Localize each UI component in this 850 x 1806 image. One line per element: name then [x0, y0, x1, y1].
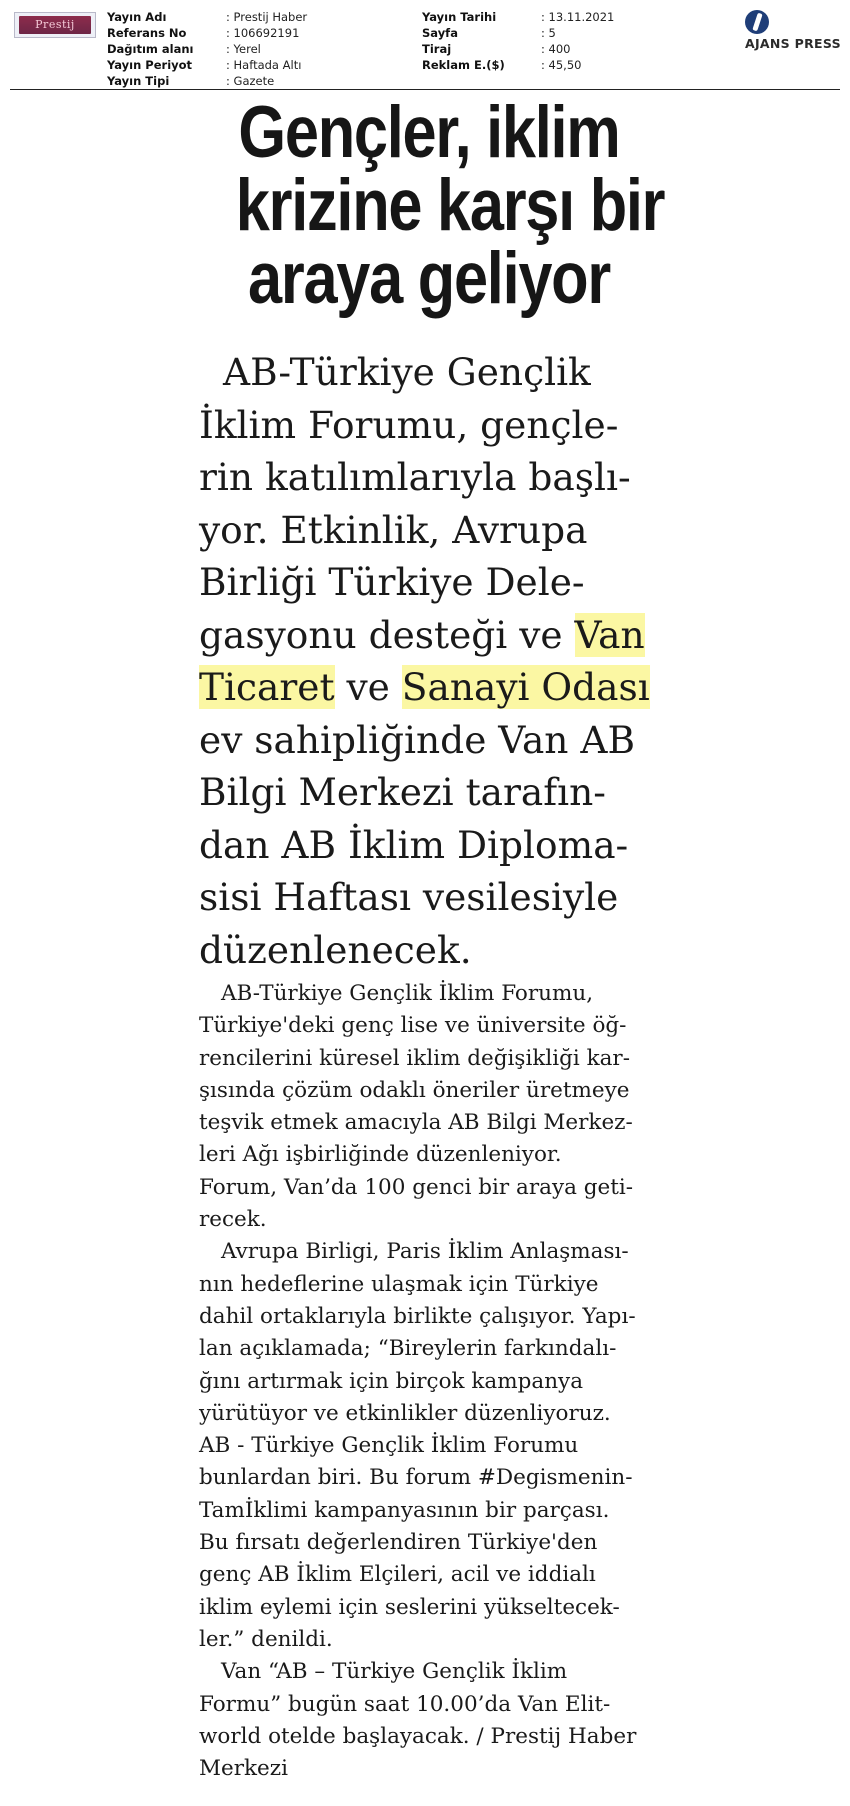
body-line: world otelde başlayacak. / Prestij Haber — [199, 1723, 637, 1749]
lead-line: Birliği Türkiye Dele- — [199, 560, 585, 604]
meta-label: Reklam E.($) — [422, 58, 505, 72]
body-line: lan açıklamada; “Bireylerin farkındalı- — [199, 1336, 617, 1362]
meta-label: Yayın Tipi — [107, 74, 170, 88]
lead-line: İklim Forumu, gençle- — [199, 402, 619, 447]
lead-line: rin katılımlarıyla başlı- — [199, 455, 631, 499]
lead-line: düzenlenecek. — [199, 927, 472, 972]
lead-line — [199, 661, 669, 714]
lead-line: AB-Türkiye Gençlik — [223, 350, 591, 394]
meta-value: : 400 — [541, 42, 571, 56]
highlighted-text: Ticaret — [199, 665, 335, 709]
lead-line: sisi Haftası vesilesiyle — [199, 875, 619, 919]
body-line: dahil ortaklarıyla birlikte çalışıyor. Yapı- — [199, 1303, 636, 1329]
body-line: leri Ağı işbirliğinde düzenleniyor. — [199, 1142, 562, 1168]
meta-label: Yayın Adı — [107, 10, 167, 24]
body-line: Van “AB – Türkiye Gençlik İklim — [221, 1659, 568, 1685]
body-line: Türkiye'deki genç lise ve üniversite öğ- — [199, 1013, 627, 1039]
lead-line — [199, 609, 669, 662]
meta-values-left — [226, 9, 307, 89]
meta-value: : Prestij Haber — [226, 10, 308, 24]
headline-line: Gençler, iklim — [238, 92, 620, 173]
lead-line: Bilgi Merkezi tarafın- — [199, 770, 606, 814]
meta-label: Yayın Tarihi — [422, 10, 497, 24]
body-line: AB-Türkiye Gençlik İklim Forumu, — [221, 981, 594, 1006]
meta-label: Tiraj — [422, 42, 452, 56]
meta-label: Sayfa — [422, 26, 458, 40]
body-line: Merkezi — [199, 1756, 288, 1782]
highlighted-text: Sanayi Odası — [401, 665, 650, 709]
body-line: Formu” bugün saat 10.00’da Van Elit- — [199, 1691, 611, 1717]
headline-line: krizine karşı bir — [235, 165, 665, 246]
lead-text: gasyonu desteği ve — [199, 612, 575, 657]
body-line: ğını artırmak için birçok kampanya — [199, 1368, 584, 1394]
meta-label: Yayın Periyot — [107, 58, 193, 72]
meta-value: : 13.11.2021 — [541, 10, 615, 24]
body-line: ler.” denildi. — [199, 1626, 333, 1652]
meta-value: : 106692191 — [226, 26, 300, 40]
lead-text: ve — [334, 665, 402, 709]
article-headline-block — [199, 92, 665, 319]
meta-labels-left — [107, 9, 194, 89]
lead-line: ev sahipliğinde Van AB — [199, 717, 636, 762]
meta-values-right — [541, 9, 614, 73]
body-line: rencilerini küresel iklim değişikliği kar- — [199, 1045, 630, 1071]
publication-logo-text: Prestij — [19, 16, 91, 34]
body-line: genç AB İklim Elçileri, acil ve iddialı — [199, 1562, 596, 1588]
lead-line: dan AB İklim Diploma- — [199, 822, 629, 867]
body-line: Forum, Van’da 100 genci bir araya geti- — [199, 1174, 634, 1200]
body-line: Tamİklimi kampanyasının bir parçası. — [199, 1497, 610, 1523]
body-line: şısında çözüm odaklı öneriler üretmeye — [199, 1077, 630, 1103]
meta-label: Dağıtım alanı — [107, 42, 194, 56]
meta-value: : 5 — [541, 26, 556, 40]
highlighted-text: Van — [574, 612, 645, 657]
header-divider — [10, 89, 840, 90]
body-line: iklim eylemi için seslerini yükseltecek- — [199, 1594, 620, 1620]
meta-value: : Yerel — [226, 42, 261, 56]
meta-value: : 45,50 — [541, 58, 582, 72]
body-line: Bu fırsatı değerlendiren Türkiye'den — [199, 1530, 598, 1556]
body-line: yürütüyor ve etkinlikler düzenliyoruz. — [199, 1400, 611, 1426]
meta-value: : Gazete — [226, 74, 275, 88]
body-line: recek. — [199, 1207, 267, 1233]
publication-logo — [14, 12, 96, 38]
article-body — [199, 978, 669, 1785]
clipping-header — [0, 0, 850, 92]
meta-value: : Haftada Altı — [226, 58, 302, 72]
ajans-press-text: AJANS PRESS — [745, 36, 841, 51]
ajans-press-icon — [745, 10, 769, 34]
body-line: teşvik etmek amacıyla AB Bilgi Merkez- — [199, 1110, 633, 1136]
headline-line: araya geliyor — [247, 238, 610, 319]
meta-label: Referans No — [107, 26, 187, 40]
body-line: nın hedeflerine ulaşmak için Türkiye — [199, 1271, 599, 1297]
body-line: Avrupa Birligi, Paris İklim Anlaşması- — [221, 1239, 629, 1265]
article-lead — [199, 346, 669, 976]
body-line: AB - Türkiye Gençlik İklim Forumu — [199, 1433, 579, 1459]
lead-line: yor. Etkinlik, Avrupa — [199, 507, 588, 552]
meta-labels-right — [422, 9, 505, 73]
ajans-press-logo — [745, 10, 840, 50]
body-line: bunlardan biri. Bu forum #Degismenin- — [199, 1465, 633, 1491]
article-headline — [235, 92, 665, 319]
